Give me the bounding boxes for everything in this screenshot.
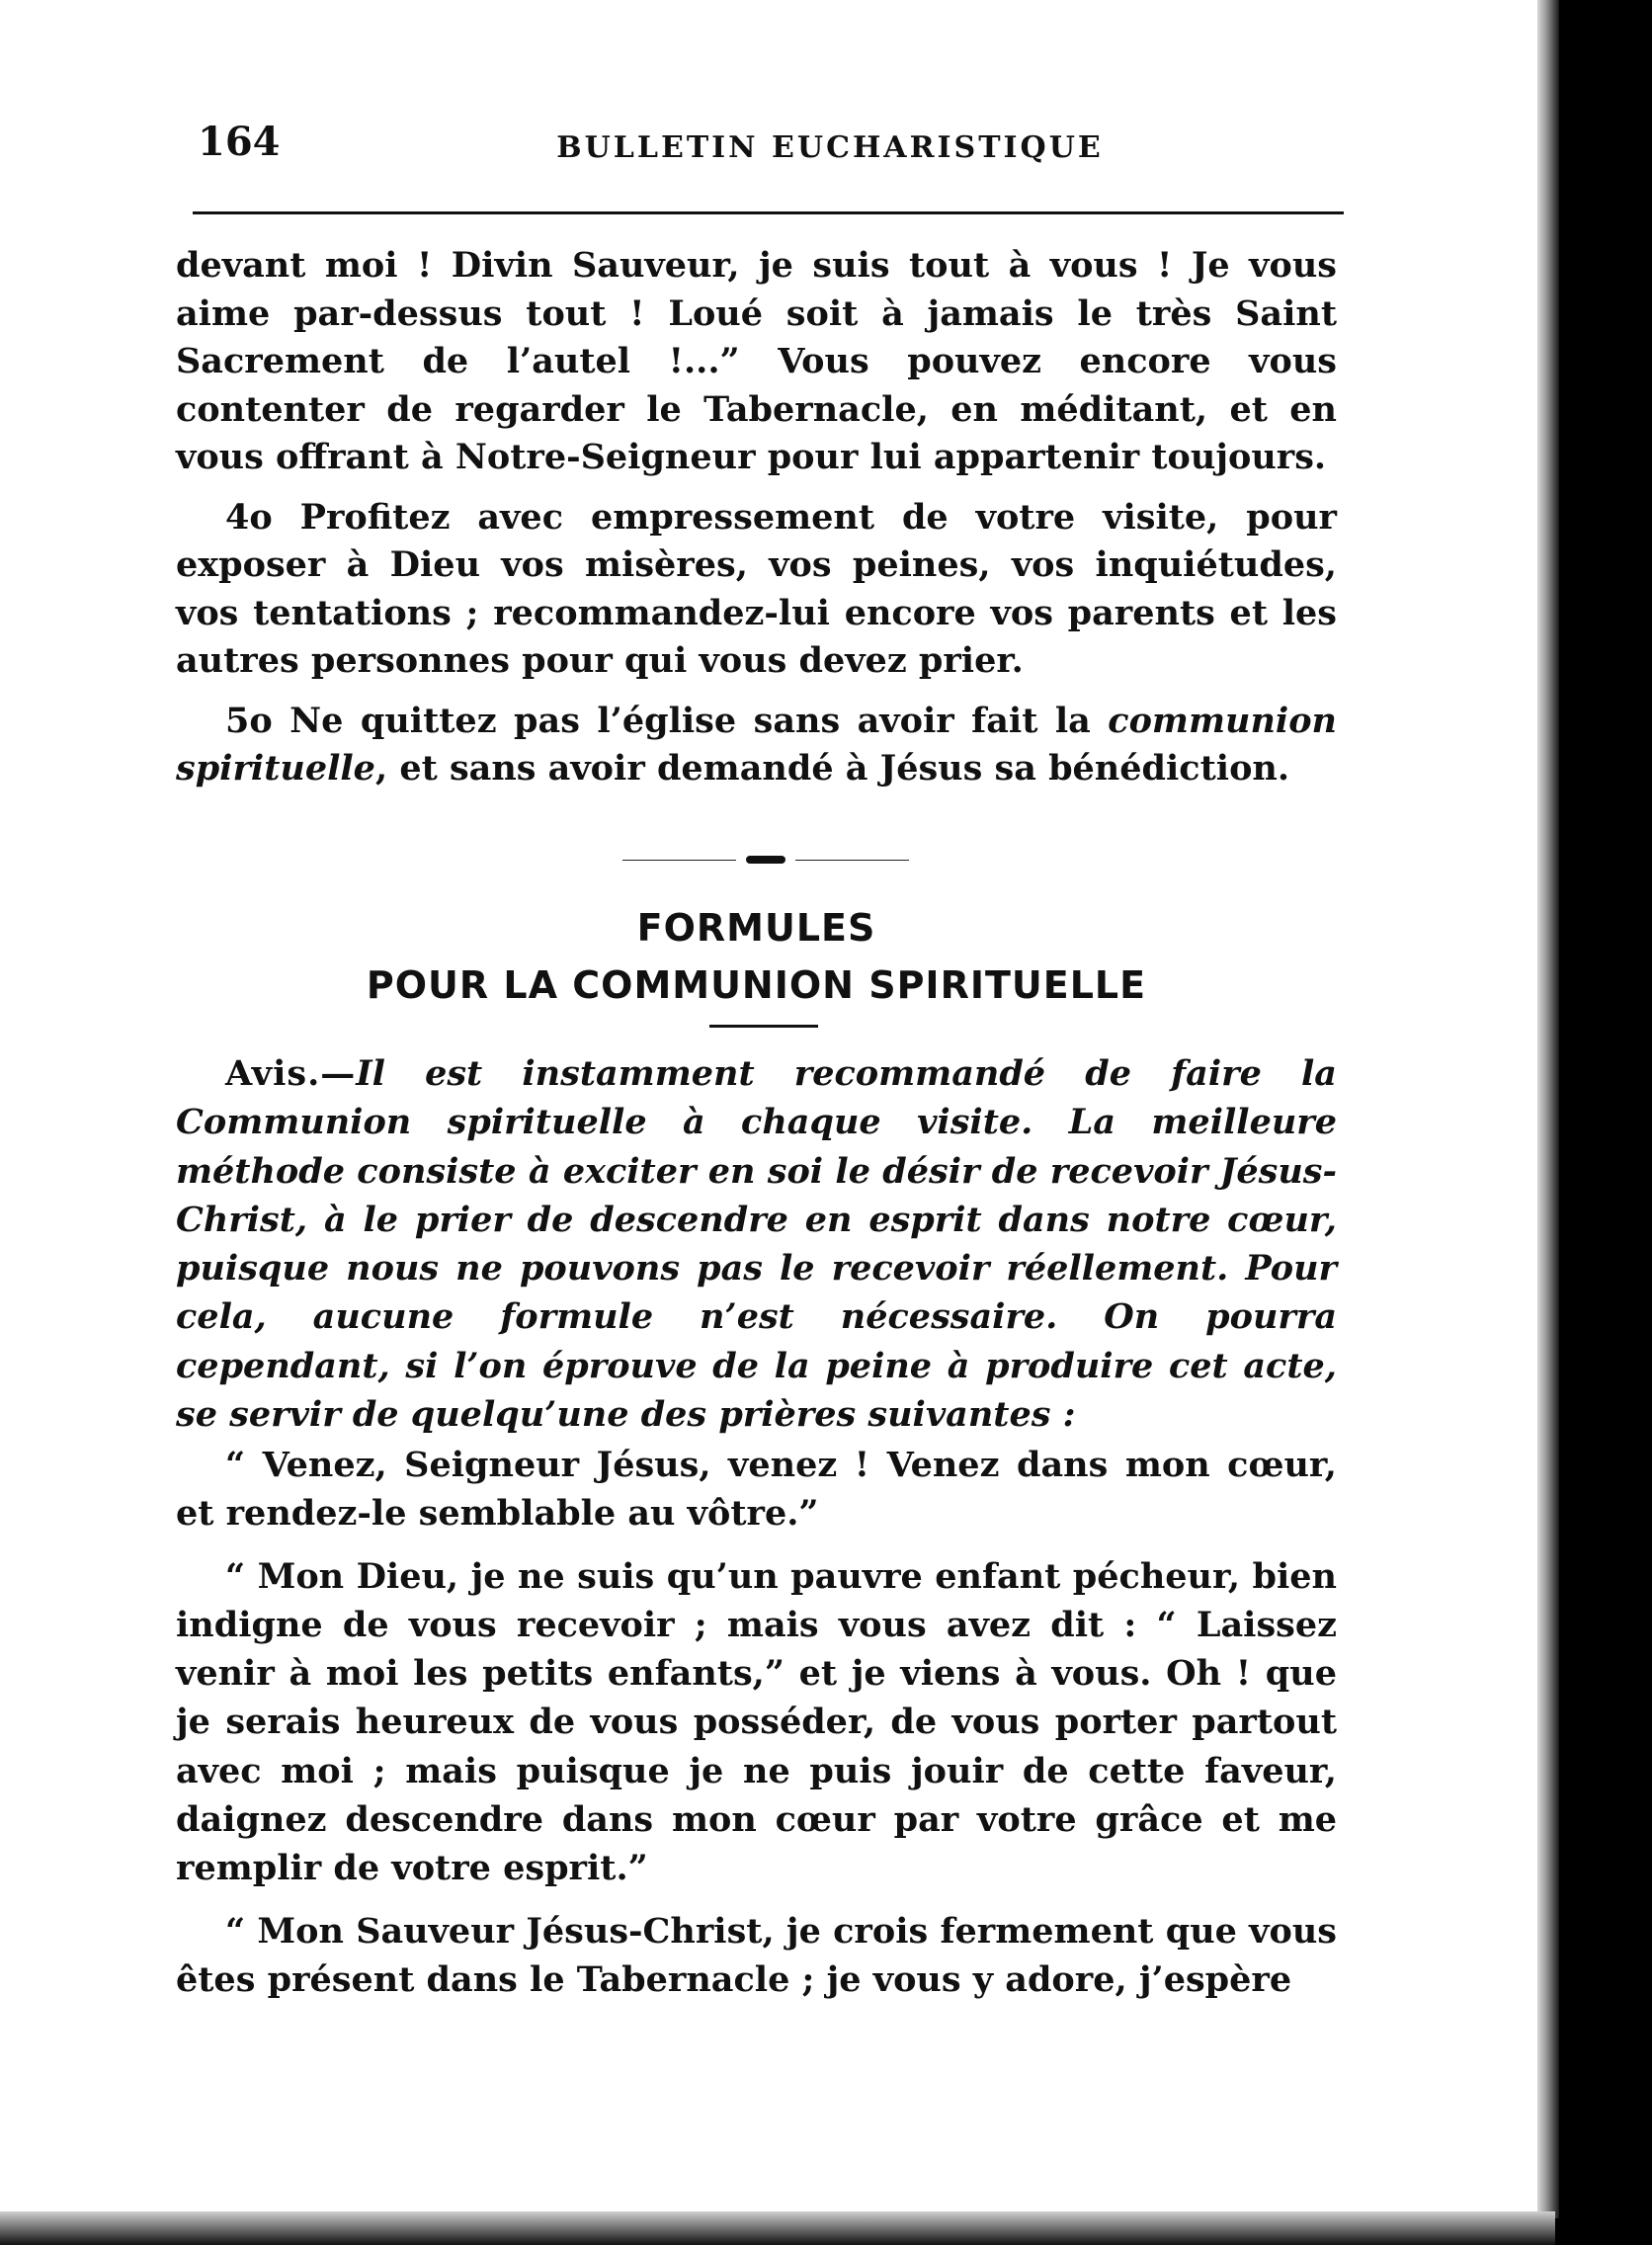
continuation-paragraph: devant moi ! Divin Sauveur, je suis tout à vous ! Je vous aime par-dessus tout ! Loué soit à jamais le très Saint Sacrement de l’autel !...” Vous pouvez encore vous contenter de regarder le Tabernacle, en méditant, et en vous offrant à Notre-Seigneur pour lui appartenir toujours.: [176, 245, 1337, 477]
item-5-text-end: , et sans avoir demandé à Jésus sa bénédiction.: [374, 748, 1290, 789]
running-head: BULLETIN EUCHARISTIQUE: [556, 130, 1104, 165]
notice-text: [176, 1049, 1337, 1439]
prayers-list: [176, 1441, 1337, 2018]
page-number: 164: [198, 119, 281, 165]
section-title-line-2: POUR LA COMMUNION SPIRITUELLE: [366, 963, 1147, 1007]
notice-body: Il est instamment recommandé de faire la Communion spirituelle à chaque visite. La meilleure méthode consiste à exciter en soi le désir de recevoir Jésus-Christ, à le prier de descendre en esprit dans notre cœur, puisque nous ne pouvons pas le recevoir réellement. Pour cela, aucune formule n’est nécessaire. On pourra cependant, si l’on éprouve de la peine à produire cet acte, se servir de quelqu’une des prières suivantes :: [176, 1053, 1337, 1436]
page-header: [198, 119, 1344, 178]
prayer-1: “ Venez, Seigneur Jésus, venez ! Venez dans mon cœur, et rendez-le semblable au vôtre.”: [176, 1445, 1337, 1535]
title-rule: [709, 1025, 818, 1028]
ornament-line-right: [795, 860, 909, 861]
item-5-text-start: 5o Ne quittez pas l’église sans avoir fait la: [225, 700, 1109, 741]
section-title: [176, 899, 1337, 1014]
item-4-paragraph: 4o Profitez avec empressement de votre visite, pour exposer à Dieu vos misères, vos peines, vos inquiétudes, vos tentations ; recommandez-lui encore vos parents et les autres personnes pour qui vous devez prier.: [176, 496, 1337, 681]
prayer-2: “ Mon Dieu, je ne suis qu’un pauvre enfant pécheur, bien indigne de vous recevoir ; mais vous avez dit : “ Laissez venir à moi les petits enfants,” et je viens à vous. Oh ! que je serais heureux de vous posséder, de vous porter partout avec moi ; mais puisque je ne puis jouir de cette faveur, daignez descendre dans mon cœur par votre grâce et me remplir de votre esprit.”: [176, 1555, 1337, 1889]
body-text: [176, 242, 1337, 805]
item-5-paragraph: [176, 698, 1337, 793]
notice-lead: Avis.—: [225, 1053, 357, 1094]
page-edge-shadow: [1537, 0, 1559, 2218]
ornament-center: [746, 856, 785, 864]
notice-paragraph: [176, 1049, 1337, 1445]
ornament-line-left: [622, 860, 736, 861]
header-rule: [193, 211, 1344, 214]
prayer-3: “ Mon Sauveur Jésus-Christ, je crois fermement que vous êtes présent dans le Tabernacle ; je vous y adore, j’espère: [176, 1910, 1337, 2000]
page-bottom-edge: [0, 2211, 1555, 2245]
section-title-line-1: FORMULES: [636, 906, 876, 950]
item-5-italic-term: communion spirituelle: [176, 700, 1337, 789]
section-ornament: [622, 856, 909, 866]
